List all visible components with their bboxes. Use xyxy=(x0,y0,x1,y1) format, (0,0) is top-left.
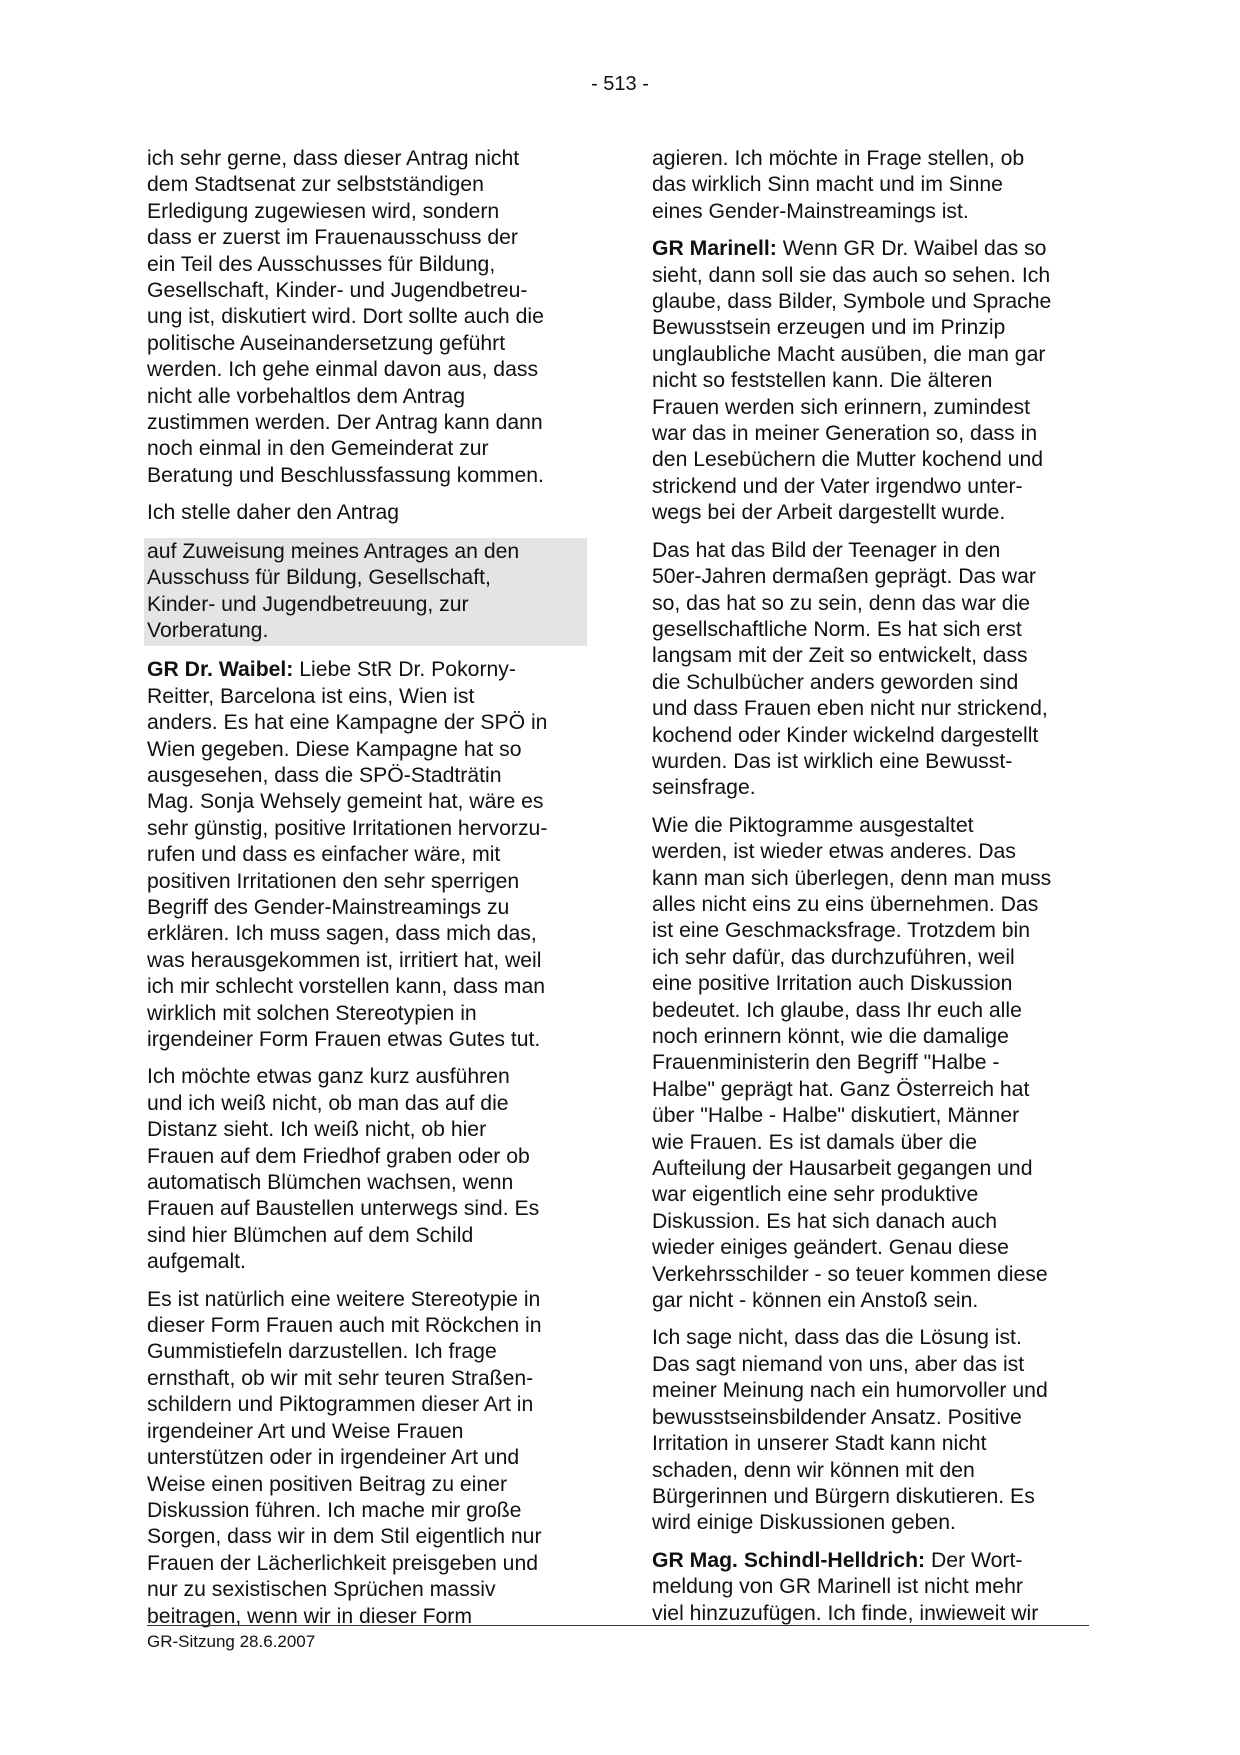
footer-divider xyxy=(147,1625,1089,1626)
speech-text: Der Wort- meldung von GR Marinell ist nicht mehr viel hinzuzufügen. Ich finde, inwieweit wir xyxy=(652,1548,1039,1625)
speech-text: Liebe StR Dr. Pokorny- Reitter, Barcelona ist eins, Wien ist anders. Es hat eine Kampagne der SPÖ in Wien gegeben. Diese Kampagne hat so ausgesehen, dass die SPÖ-Stadträtin Mag. Sonja Wehsely gemeint hat, wäre es sehr günstig, positive Irritationen hervorzu- rufen und dass es einfacher wäre, mit positiven Irritationen den sehr sperrigen Begriff des Gender-Mainstreamings zu erklären. Ich muss sagen, dass mich das, was herausgekommen ist, irritiert hat, weil ich mir schlecht vorstellen kann, dass man wirklich mit solchen Stereotypien in irgendeiner Form Frauen etwas Gutes tut. xyxy=(147,658,548,1051)
speaker-name: GR Mag. Schindl-Helldrich: xyxy=(652,1548,926,1572)
speaker-name: GR Dr. Waibel: xyxy=(147,658,294,682)
paragraph xyxy=(652,1548,1096,1627)
paragraph: Es ist natürlich eine weitere Stereotypie in dieser Form Frauen auch mit Röckchen in Gummistiefeln darzustellen. Ich frage ernsthaft, ob wir mit sehr teuren Straßen- schildern und Piktogrammen dieser Art in irgendeiner Art und Weise Frauen unterstützen oder in irgendeiner Art und Weise einen positiven Beitrag zu einer Diskussion führen. Ich mache mir große Sorgen, dass wir in dem Stil eigentlich nur Frauen der Lächerlichkeit preisgeben und nur zu sexistischen Sprüchen massiv beitragen, wenn wir in dieser Form xyxy=(147,1287,542,1628)
paragraph: agieren. Ich möchte in Frage stellen, ob das wirklich Sinn macht und im Sinne eines Gender-Mainstreamings ist. xyxy=(652,147,1025,223)
paragraph xyxy=(652,236,1096,526)
page-number: - 513 - xyxy=(591,73,649,95)
paragraph: Ich stelle daher den Antrag xyxy=(147,501,400,525)
paragraph: Ich sage nicht, dass das die Lösung ist. Das sagt niemand von uns, aber das ist meiner Meinung nach ein humorvoller und bewusstseinsbildender Ansatz. Positive Irritation in unserer Stadt kann nicht schaden, denn wir können mit den Bürgerinnen und Bürgern diskutieren. Es wird einige Diskussionen geben. xyxy=(652,1326,1048,1535)
paragraph: ich sehr gerne, dass dieser Antrag nicht dem Stadtsenat zur selbstständigen Erledigung zugewiesen wird, sondern dass er zuerst im Frauenausschuss der ein Teil des Ausschusses für Bildung, Gesellschaft, Kinder- und Jugendbetreu- ung ist, diskutiert wird. Dort sollte auch die politische Auseinandersetzung geführt werden. Ich gehe einmal davon aus, dass nicht alle vorbehaltlos dem Antrag zustimmen werden. Der Antrag kann dann noch einmal in den Gemeinderat zur Beratung und Beschlussfassung kommen. xyxy=(147,147,544,487)
left-column xyxy=(147,146,587,1641)
paragraph: Ich möchte etwas ganz kurz ausführen und ich weiß nicht, ob man das auf die Distanz sieht. Ich weiß nicht, ob hier Frauen auf dem Friedhof graben oder ob automatisch Blümchen wachsen, wenn Frauen auf Baustellen unterwegs sind. Es sind hier Blümchen auf dem Schild aufgemalt. xyxy=(147,1065,540,1274)
paragraph xyxy=(147,657,587,1053)
paragraph: Das hat das Bild der Teenager in den 50er-Jahren dermaßen geprägt. Das war so, das hat so zu sein, denn das war die gesellschaftliche Norm. Es hat sich erst langsam mit der Zeit so entwickelt, dass die Schulbücher anders geworden sind und dass Frauen eben nicht nur strickend, kochend oder Kinder wickelnd dargestellt wurden. Das ist wirklich eine Bewusst- seinsfrage. xyxy=(652,538,1048,800)
speaker-name: GR Marinell: xyxy=(652,237,777,261)
paragraph: Wie die Piktogramme ausgestaltet werden, ist wieder etwas anderes. Das kann man sich überlegen, denn man muss alles nicht eins zu eins übernehmen. Das ist eine Geschmacksfrage. Trotzdem bin ich sehr dafür, das durchzuführen, weil eine positive Irritation auch Diskussion bedeutet. Ich glaube, dass Ihr euch alle noch erinnern könnt, wie die damalige Frauenministerin den Begriff "Halbe - Halbe" geprägt hat. Ganz Österreich hat über "Halbe - Halbe" diskutiert, Männer wie Frauen. Es ist damals über die Aufteilung der Hausarbeit gegangen und war eigentlich eine sehr produktive Diskussion. Es hat sich danach auch wieder einiges geändert. Genau diese Verkehrsschilder - so teuer kommen diese gar nicht - können ein Anstoß sein. xyxy=(652,813,1052,1313)
footer-session: GR-Sitzung 28.6.2007 xyxy=(147,1632,316,1651)
right-column xyxy=(652,146,1096,1638)
speech-text: Wenn GR Dr. Waibel das so sieht, dann soll sie das auch so sehen. Ich glaube, dass Bilder, Symbole und Sprache Bewusstsein erzeugen und im Prinzip unglaubliche Macht ausüben, die man gar nicht so feststellen kann. Die älteren Frauen werden sich erinnern, zumindest war das in meiner Generation so, dass in den Lesebüchern die Mutter kochend und strickend und der Vater irgendwo unter- wegs bei der Arbeit dargestellt wurde. xyxy=(652,237,1052,525)
motion-box: auf Zuweisung meines Antrages an den Ausschuss für Bildung, Gesellschaft, Kinder- und Jugendbetreuung, zur Vorberatung. xyxy=(144,538,587,647)
